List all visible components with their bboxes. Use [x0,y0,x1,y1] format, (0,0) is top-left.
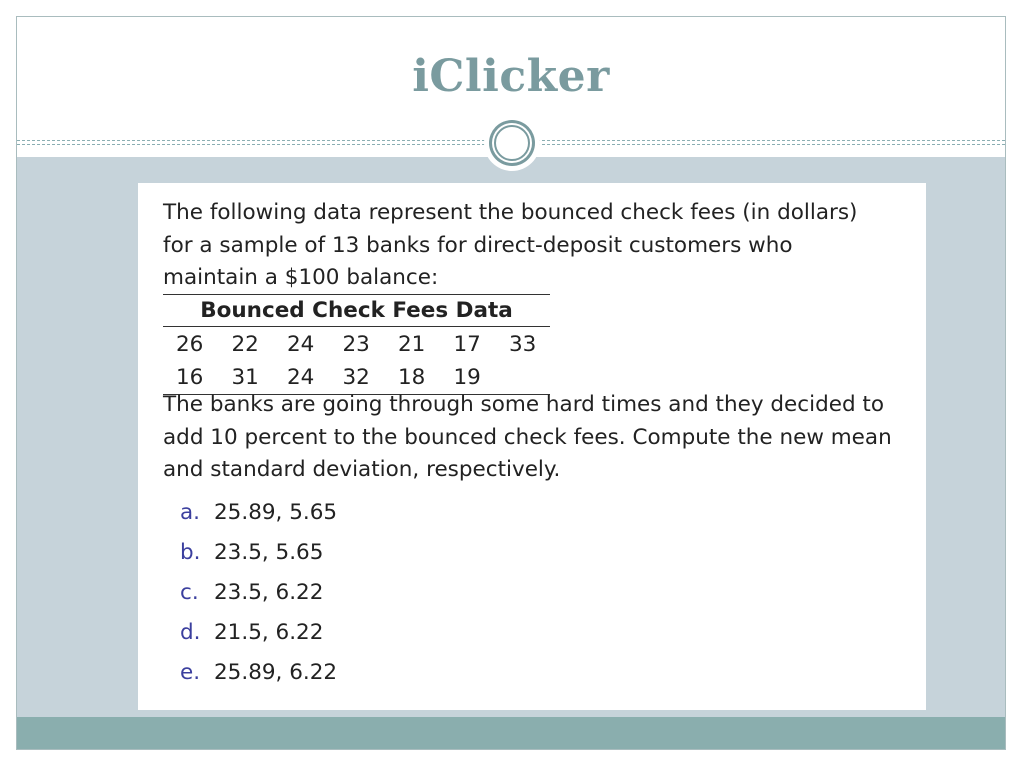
question-prompt-line: add 10 percent to the bounced check fees. Compute the new mean [163,424,892,450]
table-cell: 32 [342,365,370,390]
choice-letter: b. [180,540,201,565]
answer-choices [180,493,337,693]
choice-text: 25.89, 5.65 [214,500,338,525]
choice-text: 21.5, 6.22 [214,620,324,645]
table-header-rule [163,326,550,327]
slide-title: iClicker [412,51,610,102]
circle-ornament-icon [484,115,540,171]
question-card [138,183,926,710]
table-cell: 23 [342,332,370,357]
table-cell: 24 [287,365,315,390]
choice-a[interactable] [180,493,337,533]
question-intro-line: The following data represent the bounced check fees (in dollars) [163,200,858,225]
fees-data-table [163,294,550,395]
table-cell: 18 [398,365,426,390]
question-intro-line: for a sample of 13 banks for direct-deposit customers who [163,232,793,258]
choice-letter: d. [180,620,201,645]
footer-band [17,717,1005,750]
choice-text: 23.5, 6.22 [214,580,324,605]
table-cell: 26 [176,332,204,357]
slide [16,16,1006,750]
table-cell: 22 [231,332,259,357]
table-cell: 19 [453,365,481,390]
question-prompt-line: and standard deviation, respectively. [163,457,561,482]
table-cell: 24 [287,332,315,357]
table-row [163,328,550,361]
table-cell: 33 [509,332,537,357]
choice-b[interactable] [180,533,337,573]
choice-letter: e. [180,660,201,685]
question-prompt-line: The banks are going through some hard times and they decided to [163,392,885,417]
choice-c[interactable] [180,573,337,613]
choice-d[interactable] [180,613,337,653]
table-cell: 16 [176,365,204,390]
table-cell: 31 [231,365,259,390]
choice-letter: a. [180,500,201,525]
table-caption: Bounced Check Fees Data [200,298,513,323]
question-intro [163,197,913,295]
table-cell: 21 [398,332,426,357]
table-cell: 17 [453,332,481,357]
choice-text: 25.89, 6.22 [214,660,338,685]
choice-e[interactable] [180,653,337,693]
question-prompt [163,389,913,487]
choice-letter: c. [180,580,199,605]
choice-text: 23.5, 5.65 [214,540,324,565]
question-intro-line: maintain a $100 balance: [163,265,439,290]
